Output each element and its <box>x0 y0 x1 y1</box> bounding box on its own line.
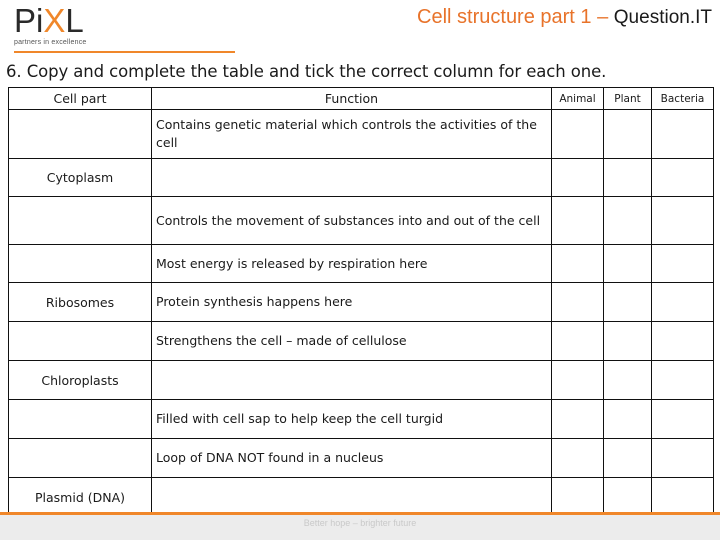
function-cell: Strengthens the cell – made of cellulose <box>152 322 552 361</box>
animal-tick-cell[interactable] <box>552 322 604 361</box>
cell-part-cell: Cytoplasm <box>9 159 152 197</box>
table-row <box>9 283 714 322</box>
page-title <box>417 6 712 29</box>
bacteria-tick-cell[interactable] <box>652 478 714 517</box>
bacteria-tick-cell[interactable] <box>652 322 714 361</box>
header-bacteria: Bacteria <box>652 88 714 110</box>
pixl-logo <box>14 4 124 52</box>
plant-tick-cell[interactable] <box>604 245 652 283</box>
animal-tick-cell[interactable] <box>552 159 604 197</box>
function-cell: Contains genetic material which controls the activities of the cell <box>152 110 552 159</box>
bacteria-tick-cell[interactable] <box>652 245 714 283</box>
plant-tick-cell[interactable] <box>604 400 652 439</box>
table-row <box>9 245 714 283</box>
animal-tick-cell[interactable] <box>552 245 604 283</box>
cell-structure-table <box>8 87 714 517</box>
header-plant: Plant <box>604 88 652 110</box>
header-cell-part: Cell part <box>9 88 152 110</box>
bacteria-tick-cell[interactable] <box>652 400 714 439</box>
cell-part-cell: Plasmid (DNA) <box>9 478 152 517</box>
table-row <box>9 322 714 361</box>
function-cell: Loop of DNA NOT found in a nucleus <box>152 439 552 478</box>
cell-part-cell[interactable] <box>9 322 152 361</box>
function-cell[interactable] <box>152 478 552 517</box>
cell-part-cell[interactable] <box>9 400 152 439</box>
plant-tick-cell[interactable] <box>604 322 652 361</box>
function-cell: Most energy is released by respiration here <box>152 245 552 283</box>
bacteria-tick-cell[interactable] <box>652 439 714 478</box>
header-function: Function <box>152 88 552 110</box>
plant-tick-cell[interactable] <box>604 197 652 245</box>
cell-part-cell: Ribosomes <box>9 283 152 322</box>
function-cell: Controls the movement of substances into and out of the cell <box>152 197 552 245</box>
animal-tick-cell[interactable] <box>552 361 604 400</box>
footer-accent-strip <box>0 512 720 515</box>
plant-tick-cell[interactable] <box>604 159 652 197</box>
header-divider <box>14 51 235 53</box>
bacteria-tick-cell[interactable] <box>652 110 714 159</box>
function-cell: Filled with cell sap to help keep the cell turgid <box>152 400 552 439</box>
logo-wordmark: PiXL <box>14 2 84 39</box>
table-header-row <box>9 88 714 110</box>
logo-tagline: partners in excellence <box>14 39 87 46</box>
function-cell[interactable] <box>152 159 552 197</box>
cell-part-cell[interactable] <box>9 439 152 478</box>
table-row <box>9 478 714 517</box>
cell-part-cell[interactable] <box>9 197 152 245</box>
cell-part-cell: Chloroplasts <box>9 361 152 400</box>
bacteria-tick-cell[interactable] <box>652 159 714 197</box>
brand-name: Question.IT <box>613 7 712 28</box>
animal-tick-cell[interactable] <box>552 197 604 245</box>
cell-part-cell[interactable] <box>9 110 152 159</box>
animal-tick-cell[interactable] <box>552 110 604 159</box>
plant-tick-cell[interactable] <box>604 110 652 159</box>
footer-slogan: Better hope – brighter future <box>303 518 417 528</box>
table-row <box>9 361 714 400</box>
bacteria-tick-cell[interactable] <box>652 283 714 322</box>
animal-tick-cell[interactable] <box>552 283 604 322</box>
header-animal: Animal <box>552 88 604 110</box>
animal-tick-cell[interactable] <box>552 400 604 439</box>
bacteria-tick-cell[interactable] <box>652 197 714 245</box>
bacteria-tick-cell[interactable] <box>652 361 714 400</box>
plant-tick-cell[interactable] <box>604 439 652 478</box>
table-row <box>9 110 714 159</box>
animal-tick-cell[interactable] <box>552 478 604 517</box>
table-row <box>9 197 714 245</box>
table-row <box>9 159 714 197</box>
animal-tick-cell[interactable] <box>552 439 604 478</box>
function-cell: Protein synthesis happens here <box>152 283 552 322</box>
question-instruction: 6. Copy and complete the table and tick the correct column for each one. <box>6 62 607 81</box>
plant-tick-cell[interactable] <box>604 478 652 517</box>
cell-part-cell[interactable] <box>9 245 152 283</box>
plant-tick-cell[interactable] <box>604 361 652 400</box>
page-title-text: Cell structure part 1 – <box>417 6 614 28</box>
function-cell[interactable] <box>152 361 552 400</box>
table-row <box>9 439 714 478</box>
plant-tick-cell[interactable] <box>604 283 652 322</box>
table-row <box>9 400 714 439</box>
